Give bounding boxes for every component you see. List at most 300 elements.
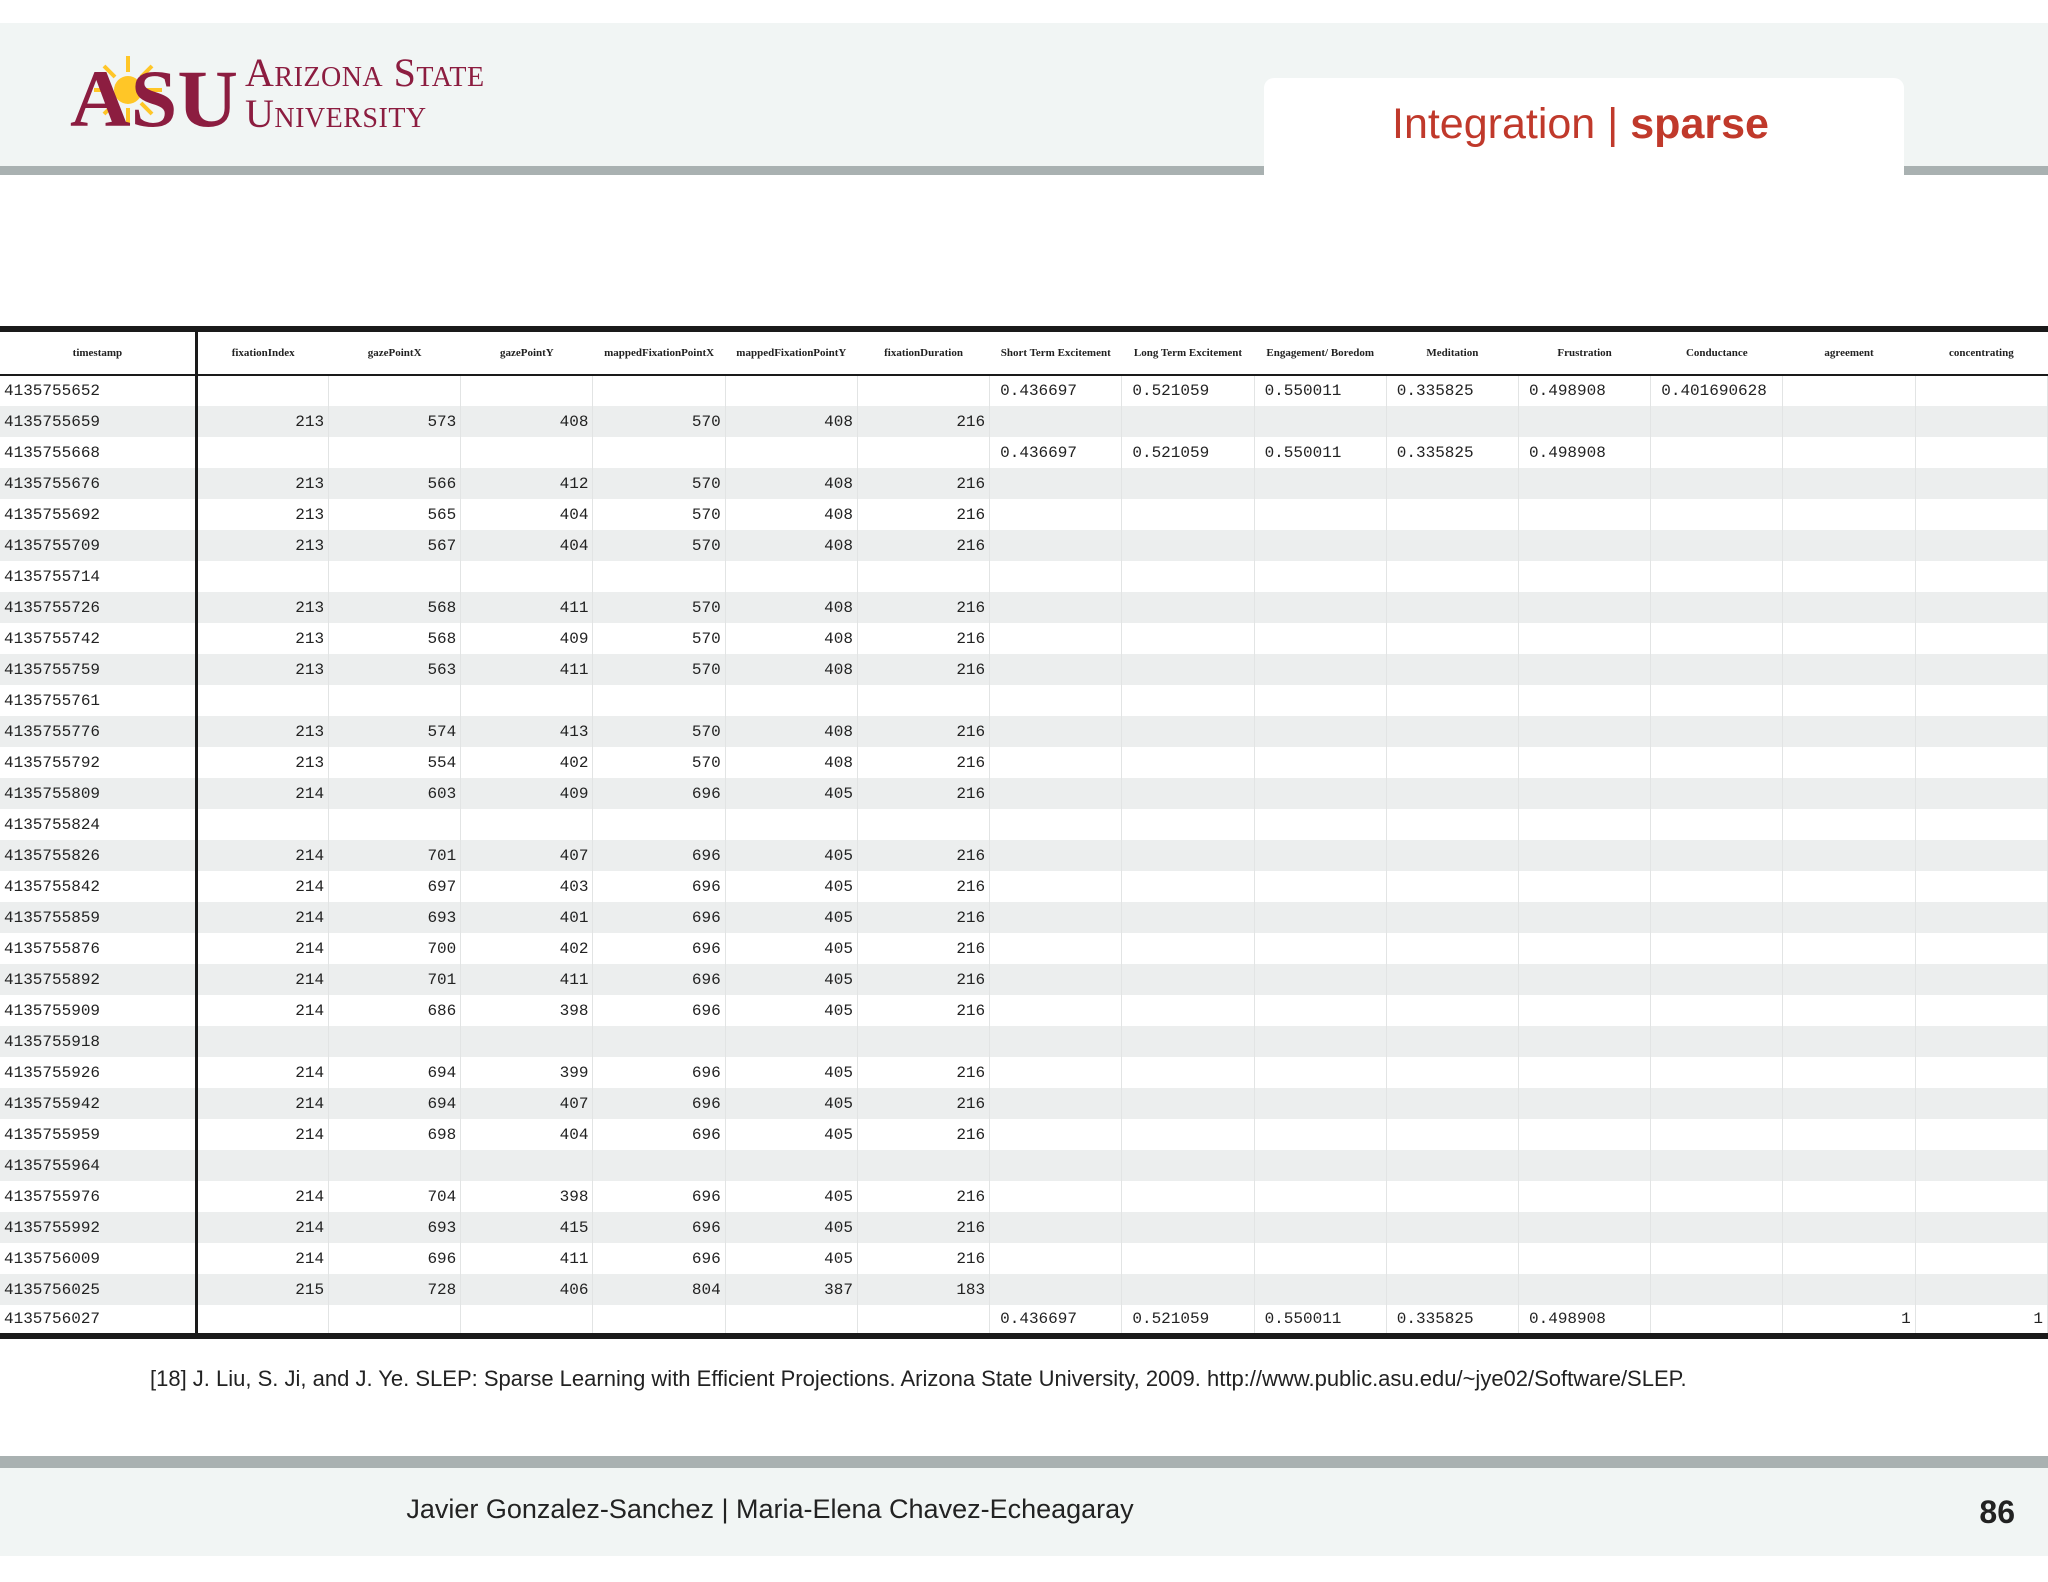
table-cell: 4135755926 bbox=[0, 1057, 196, 1088]
table-row bbox=[0, 809, 2048, 840]
table-cell bbox=[1783, 747, 1915, 778]
table-cell bbox=[1386, 685, 1518, 716]
table-cell bbox=[593, 561, 725, 592]
table-cell: 408 bbox=[725, 499, 857, 530]
table-cell: 4135755792 bbox=[0, 747, 196, 778]
table-cell bbox=[1915, 530, 2047, 561]
table-cell bbox=[1915, 1181, 2047, 1212]
table-cell: 0.335825 bbox=[1386, 1305, 1518, 1336]
table-cell: 568 bbox=[329, 592, 461, 623]
table-cell: 405 bbox=[725, 1119, 857, 1150]
table-cell bbox=[461, 1305, 593, 1336]
table-cell bbox=[1915, 964, 2047, 995]
table-cell bbox=[1386, 1243, 1518, 1274]
table-cell: 4135755668 bbox=[0, 437, 196, 468]
table-cell bbox=[1651, 840, 1783, 871]
table-cell bbox=[1386, 1181, 1518, 1212]
table-cell bbox=[196, 1305, 328, 1336]
table-row bbox=[0, 933, 2048, 964]
table-cell bbox=[1519, 1088, 1651, 1119]
table-cell bbox=[1783, 840, 1915, 871]
table-cell bbox=[1122, 1274, 1254, 1305]
table-cell bbox=[1254, 1026, 1386, 1057]
data-table-container bbox=[0, 326, 2048, 1339]
column-header: Meditation bbox=[1426, 346, 1479, 359]
column-header: mappedFixationPointY bbox=[736, 346, 847, 359]
table-cell: 686 bbox=[329, 995, 461, 1026]
table-cell: 570 bbox=[593, 654, 725, 685]
table-cell bbox=[1254, 530, 1386, 561]
table-cell: 0.436697 bbox=[990, 437, 1122, 468]
table-row bbox=[0, 902, 2048, 933]
asu-sunburst-icon bbox=[70, 52, 240, 132]
table-cell bbox=[1254, 654, 1386, 685]
table-cell bbox=[1783, 778, 1915, 809]
table-cell: 696 bbox=[593, 1243, 725, 1274]
table-cell: 570 bbox=[593, 623, 725, 654]
table-cell bbox=[990, 1026, 1122, 1057]
column-header: gazePointX bbox=[367, 346, 422, 359]
table-cell: 398 bbox=[461, 995, 593, 1026]
table-cell: 408 bbox=[725, 623, 857, 654]
table-cell bbox=[1783, 1119, 1915, 1150]
table-cell bbox=[1651, 685, 1783, 716]
table-cell: 405 bbox=[725, 1181, 857, 1212]
slide-title bbox=[1392, 100, 1769, 149]
table-cell bbox=[990, 1057, 1122, 1088]
table-cell bbox=[1915, 406, 2047, 437]
table-cell bbox=[1519, 654, 1651, 685]
table-cell: 405 bbox=[725, 778, 857, 809]
table-cell bbox=[1122, 468, 1254, 499]
table-cell bbox=[990, 747, 1122, 778]
table-cell bbox=[1651, 1274, 1783, 1305]
table-cell bbox=[1519, 499, 1651, 530]
table-cell: 214 bbox=[196, 778, 328, 809]
table-cell bbox=[857, 561, 989, 592]
table-cell: 408 bbox=[725, 468, 857, 499]
table-cell: 214 bbox=[196, 1088, 328, 1119]
table-cell bbox=[593, 1305, 725, 1336]
table-cell bbox=[1915, 778, 2047, 809]
table-cell bbox=[1651, 468, 1783, 499]
table-cell: 411 bbox=[461, 964, 593, 995]
table-cell bbox=[725, 685, 857, 716]
table-cell bbox=[1254, 561, 1386, 592]
citation: [18] J. Liu, S. Ji, and J. Ye. SLEP: Sparse Learning with Efficient Projections. Arizona State University, 2009. http://www.public.asu.edu/~jye02/Software/SLEP. bbox=[150, 1366, 1687, 1391]
table-cell bbox=[1519, 1243, 1651, 1274]
table-cell: 570 bbox=[593, 499, 725, 530]
table-cell bbox=[1386, 499, 1518, 530]
table-row bbox=[0, 468, 2048, 499]
table-cell: 216 bbox=[857, 1181, 989, 1212]
table-row bbox=[0, 406, 2048, 437]
column-header: gazePointY bbox=[499, 346, 554, 359]
table-cell bbox=[1254, 716, 1386, 747]
table-cell bbox=[990, 592, 1122, 623]
table-cell bbox=[1122, 685, 1254, 716]
table-cell: 4135755842 bbox=[0, 871, 196, 902]
table-cell: 4135755976 bbox=[0, 1181, 196, 1212]
table-cell: 0.401690628 bbox=[1651, 375, 1783, 406]
table-cell bbox=[1915, 623, 2047, 654]
table-cell bbox=[196, 1150, 328, 1181]
table-row bbox=[0, 716, 2048, 747]
table-cell: 216 bbox=[857, 778, 989, 809]
table-cell: 696 bbox=[593, 964, 725, 995]
table-cell: 399 bbox=[461, 1057, 593, 1088]
table-cell bbox=[990, 623, 1122, 654]
table-cell bbox=[1783, 1088, 1915, 1119]
table-cell: 216 bbox=[857, 1119, 989, 1150]
table-cell bbox=[1386, 406, 1518, 437]
table-cell: 701 bbox=[329, 840, 461, 871]
table-cell: 0.498908 bbox=[1519, 1305, 1651, 1336]
table-cell: 216 bbox=[857, 995, 989, 1026]
table-cell bbox=[1915, 685, 2047, 716]
table-cell bbox=[1254, 592, 1386, 623]
table-cell bbox=[1915, 437, 2047, 468]
table-cell bbox=[461, 1150, 593, 1181]
column-header: Long Term Excitement bbox=[1133, 346, 1243, 359]
table-cell: 696 bbox=[593, 933, 725, 964]
table-cell: 570 bbox=[593, 747, 725, 778]
table-cell bbox=[1254, 499, 1386, 530]
table-cell: 216 bbox=[857, 747, 989, 778]
table-cell: 213 bbox=[196, 623, 328, 654]
column-header: fixationIndex bbox=[231, 346, 295, 359]
table-cell: 0.436697 bbox=[990, 375, 1122, 406]
table-cell bbox=[1915, 995, 2047, 1026]
table-row bbox=[0, 1212, 2048, 1243]
table-cell bbox=[857, 1150, 989, 1181]
table-row bbox=[0, 1088, 2048, 1119]
table-cell bbox=[1519, 1212, 1651, 1243]
table-cell bbox=[1386, 1119, 1518, 1150]
table-cell bbox=[196, 437, 328, 468]
table-cell bbox=[461, 809, 593, 840]
table-cell: 698 bbox=[329, 1119, 461, 1150]
table-cell bbox=[1915, 840, 2047, 871]
table-cell bbox=[1519, 716, 1651, 747]
table-cell: 404 bbox=[461, 1119, 593, 1150]
table-cell bbox=[1915, 1088, 2047, 1119]
column-header: Frustration bbox=[1557, 346, 1612, 359]
table-cell bbox=[1783, 499, 1915, 530]
logo-line-1: Arizona State bbox=[245, 50, 485, 95]
table-cell bbox=[1122, 499, 1254, 530]
table-cell: 567 bbox=[329, 530, 461, 561]
table-row bbox=[0, 1026, 2048, 1057]
table-cell bbox=[1651, 592, 1783, 623]
table-cell bbox=[1122, 1181, 1254, 1212]
table-cell: 408 bbox=[725, 716, 857, 747]
table-cell bbox=[1254, 809, 1386, 840]
table-cell bbox=[1122, 654, 1254, 685]
data-table bbox=[0, 326, 2048, 1339]
table-cell: 565 bbox=[329, 499, 461, 530]
table-cell bbox=[725, 437, 857, 468]
table-cell: 573 bbox=[329, 406, 461, 437]
university-name bbox=[245, 52, 485, 134]
table-cell bbox=[1519, 592, 1651, 623]
table-cell bbox=[990, 1274, 1122, 1305]
table-cell bbox=[1122, 809, 1254, 840]
table-cell: 216 bbox=[857, 933, 989, 964]
table-cell bbox=[1254, 840, 1386, 871]
table-cell: 216 bbox=[857, 716, 989, 747]
table-cell bbox=[1254, 747, 1386, 778]
column-header: fixationDuration bbox=[884, 346, 963, 359]
table-cell bbox=[857, 1305, 989, 1336]
table-row bbox=[0, 871, 2048, 902]
table-row bbox=[0, 1057, 2048, 1088]
table-cell bbox=[1122, 1119, 1254, 1150]
table-cell bbox=[1915, 1243, 2047, 1274]
table-row bbox=[0, 592, 2048, 623]
table-cell bbox=[857, 809, 989, 840]
table-cell: 214 bbox=[196, 1181, 328, 1212]
table-cell bbox=[1783, 716, 1915, 747]
table-cell bbox=[725, 1026, 857, 1057]
table-cell bbox=[1915, 871, 2047, 902]
table-cell: 407 bbox=[461, 840, 593, 871]
table-cell bbox=[1915, 468, 2047, 499]
table-cell bbox=[1386, 1274, 1518, 1305]
table-cell: 4135755742 bbox=[0, 623, 196, 654]
table-cell: 398 bbox=[461, 1181, 593, 1212]
table-cell bbox=[1651, 716, 1783, 747]
table-cell bbox=[990, 778, 1122, 809]
table-cell bbox=[329, 437, 461, 468]
table-cell: 696 bbox=[593, 902, 725, 933]
table-cell bbox=[1519, 809, 1651, 840]
table-cell bbox=[1519, 964, 1651, 995]
table-cell bbox=[990, 1212, 1122, 1243]
table-cell bbox=[1519, 530, 1651, 561]
table-cell: 216 bbox=[857, 840, 989, 871]
table-cell bbox=[329, 685, 461, 716]
table-cell bbox=[1651, 1057, 1783, 1088]
table-cell: 216 bbox=[857, 468, 989, 499]
table-cell: 4135755692 bbox=[0, 499, 196, 530]
table-cell bbox=[1915, 716, 2047, 747]
table-cell: 4135755709 bbox=[0, 530, 196, 561]
table-cell bbox=[1783, 1243, 1915, 1274]
table-cell bbox=[1519, 933, 1651, 964]
table-cell bbox=[1386, 933, 1518, 964]
table-cell bbox=[593, 375, 725, 406]
table-cell bbox=[1386, 654, 1518, 685]
table-cell bbox=[1386, 1088, 1518, 1119]
table-cell bbox=[1386, 592, 1518, 623]
table-cell bbox=[1386, 995, 1518, 1026]
table-cell bbox=[1122, 623, 1254, 654]
table-cell bbox=[1122, 1026, 1254, 1057]
table-cell bbox=[1783, 809, 1915, 840]
table-row bbox=[0, 778, 2048, 809]
table-cell bbox=[725, 561, 857, 592]
table-cell bbox=[1254, 778, 1386, 809]
table-row bbox=[0, 1305, 2048, 1336]
table-cell: 0.498908 bbox=[1519, 375, 1651, 406]
table-cell bbox=[1915, 933, 2047, 964]
table-cell bbox=[1254, 623, 1386, 654]
table-cell: 4135756027 bbox=[0, 1305, 196, 1336]
table-cell: 408 bbox=[461, 406, 593, 437]
table-cell bbox=[1519, 561, 1651, 592]
table-cell bbox=[1519, 468, 1651, 499]
table-cell: 214 bbox=[196, 1057, 328, 1088]
table-cell bbox=[1386, 530, 1518, 561]
table-cell bbox=[990, 530, 1122, 561]
table-cell: 0.498908 bbox=[1519, 437, 1651, 468]
column-header: mappedFixationPointX bbox=[604, 346, 715, 359]
table-row bbox=[0, 1243, 2048, 1274]
table-row bbox=[0, 1274, 2048, 1305]
table-cell: 216 bbox=[857, 654, 989, 685]
table-cell bbox=[1651, 871, 1783, 902]
table-cell: 214 bbox=[196, 933, 328, 964]
table-cell: 4135755809 bbox=[0, 778, 196, 809]
table-cell bbox=[1783, 1057, 1915, 1088]
table-cell: 4135755918 bbox=[0, 1026, 196, 1057]
table-cell: 216 bbox=[857, 871, 989, 902]
table-cell bbox=[1651, 1026, 1783, 1057]
table-cell bbox=[1519, 840, 1651, 871]
table-cell: 411 bbox=[461, 654, 593, 685]
table-cell: 4135755826 bbox=[0, 840, 196, 871]
table-cell: 4135755909 bbox=[0, 995, 196, 1026]
table-cell: 4135755992 bbox=[0, 1212, 196, 1243]
table-cell: 4135755859 bbox=[0, 902, 196, 933]
table-cell bbox=[1915, 1026, 2047, 1057]
table-cell: 570 bbox=[593, 592, 725, 623]
table-cell bbox=[990, 1088, 1122, 1119]
table-cell bbox=[1519, 902, 1651, 933]
table-cell: 704 bbox=[329, 1181, 461, 1212]
table-cell bbox=[1254, 1212, 1386, 1243]
table-cell bbox=[1915, 654, 2047, 685]
column-header: Short Term Excitement bbox=[1000, 346, 1111, 359]
table-cell bbox=[1122, 1088, 1254, 1119]
table-cell: 728 bbox=[329, 1274, 461, 1305]
table-cell bbox=[1254, 1088, 1386, 1119]
table-cell: 409 bbox=[461, 778, 593, 809]
table-row bbox=[0, 375, 2048, 406]
table-cell bbox=[1651, 902, 1783, 933]
table-cell: 554 bbox=[329, 747, 461, 778]
table-cell bbox=[1122, 902, 1254, 933]
table-cell bbox=[1783, 1274, 1915, 1305]
table-row bbox=[0, 437, 2048, 468]
table-cell: 0.521059 bbox=[1122, 437, 1254, 468]
table-cell bbox=[593, 1150, 725, 1181]
table-cell: 4135755676 bbox=[0, 468, 196, 499]
table-row bbox=[0, 995, 2048, 1026]
table-cell: 696 bbox=[593, 1088, 725, 1119]
table-cell bbox=[857, 437, 989, 468]
table-cell: 570 bbox=[593, 468, 725, 499]
table-cell: 696 bbox=[593, 840, 725, 871]
table-cell bbox=[1651, 747, 1783, 778]
table-cell bbox=[1254, 468, 1386, 499]
table-cell: 570 bbox=[593, 530, 725, 561]
table-cell bbox=[196, 685, 328, 716]
table-cell: 408 bbox=[725, 654, 857, 685]
table-cell bbox=[593, 1026, 725, 1057]
table-cell bbox=[1915, 1212, 2047, 1243]
table-cell bbox=[1519, 623, 1651, 654]
table-cell bbox=[1122, 406, 1254, 437]
asu-logo bbox=[70, 50, 540, 136]
table-cell: 214 bbox=[196, 1119, 328, 1150]
table-cell: 404 bbox=[461, 530, 593, 561]
table-cell bbox=[1386, 1026, 1518, 1057]
table-cell bbox=[990, 716, 1122, 747]
table-cell bbox=[1915, 902, 2047, 933]
table-cell: 216 bbox=[857, 902, 989, 933]
table-cell: 4135755776 bbox=[0, 716, 196, 747]
table-cell bbox=[1254, 685, 1386, 716]
table-cell bbox=[1651, 933, 1783, 964]
table-cell bbox=[1783, 623, 1915, 654]
table-cell: 405 bbox=[725, 902, 857, 933]
table-cell: 0.550011 bbox=[1254, 1305, 1386, 1336]
table-cell: 403 bbox=[461, 871, 593, 902]
table-cell bbox=[1651, 809, 1783, 840]
table-cell: 4135756025 bbox=[0, 1274, 196, 1305]
table-cell bbox=[1519, 1150, 1651, 1181]
table-body bbox=[0, 375, 2048, 1336]
table-cell bbox=[1651, 1212, 1783, 1243]
table-cell: 216 bbox=[857, 1088, 989, 1119]
table-cell: 215 bbox=[196, 1274, 328, 1305]
table-cell: 694 bbox=[329, 1057, 461, 1088]
table-cell bbox=[1386, 902, 1518, 933]
table-cell bbox=[1651, 561, 1783, 592]
table-cell: 213 bbox=[196, 654, 328, 685]
table-cell: 696 bbox=[593, 871, 725, 902]
table-cell bbox=[1254, 1274, 1386, 1305]
table-cell bbox=[1122, 747, 1254, 778]
table-cell bbox=[1122, 933, 1254, 964]
table-cell bbox=[1915, 809, 2047, 840]
table-cell bbox=[1122, 1212, 1254, 1243]
table-cell bbox=[990, 685, 1122, 716]
table-cell bbox=[990, 871, 1122, 902]
table-cell bbox=[1783, 933, 1915, 964]
table-cell bbox=[1519, 1181, 1651, 1212]
table-cell bbox=[1651, 437, 1783, 468]
table-cell: 213 bbox=[196, 499, 328, 530]
table-cell: 701 bbox=[329, 964, 461, 995]
table-cell bbox=[1651, 654, 1783, 685]
table-cell: 574 bbox=[329, 716, 461, 747]
table-cell: 4135755959 bbox=[0, 1119, 196, 1150]
table-cell bbox=[725, 1305, 857, 1336]
table-cell bbox=[1122, 1243, 1254, 1274]
table-cell bbox=[1783, 530, 1915, 561]
table-cell: 700 bbox=[329, 933, 461, 964]
table-cell: 214 bbox=[196, 871, 328, 902]
table-row bbox=[0, 685, 2048, 716]
table-cell: 415 bbox=[461, 1212, 593, 1243]
table-row bbox=[0, 1150, 2048, 1181]
table-cell bbox=[1783, 685, 1915, 716]
table-cell bbox=[1386, 747, 1518, 778]
table-row bbox=[0, 840, 2048, 871]
